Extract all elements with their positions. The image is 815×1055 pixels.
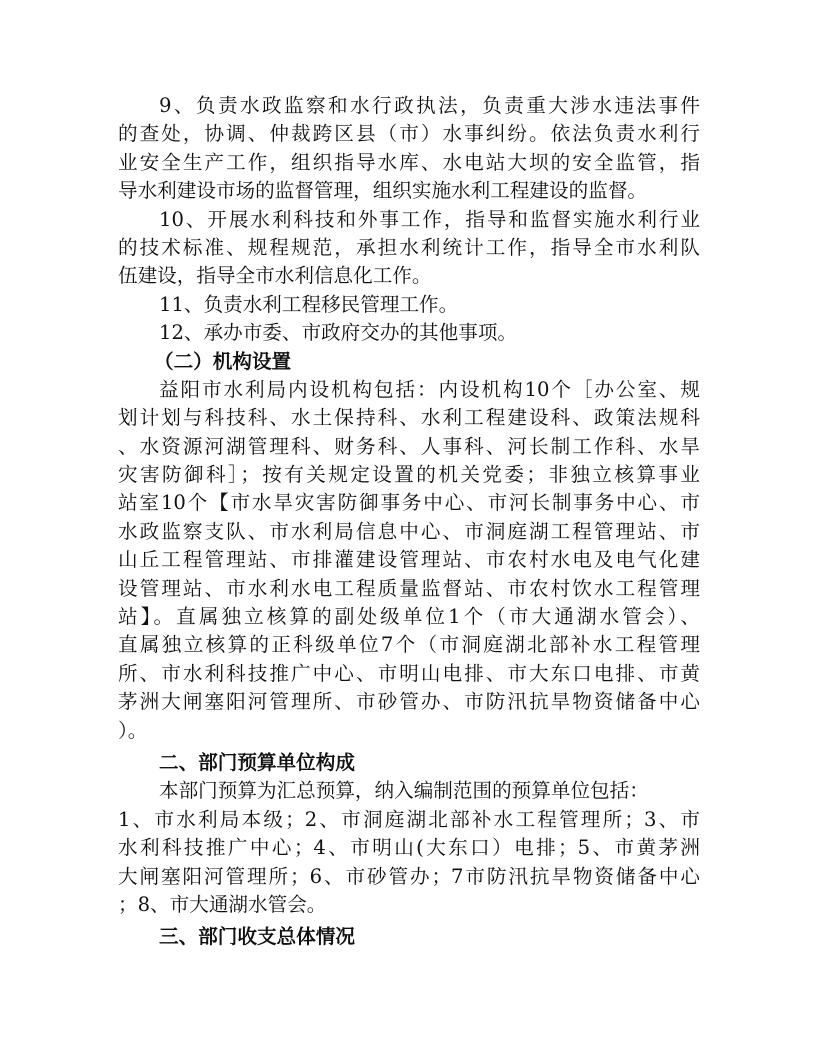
text-line: 山丘工程管理站、市排灌建设管理站、市农村水电及电气化建 [118,548,700,572]
text-line: 的查处，协调、仲裁跨区县（市）水事纠纷。依法负责水利行 [118,122,700,146]
text-line: 10、开展水利科技和外事工作，指导和监督实施水利行业 [159,207,700,231]
text-line: ）。 [118,718,148,742]
section-heading-revenue-expenditure: 三、部门收支总体情况 [159,925,355,949]
paragraph-item-9 [118,92,700,206]
text-line: 灾害防御科］；按有关规定设置的机关党委；非独立核算事业 [118,463,700,487]
text-line: 站室10个【市水旱灾害防御事务中心、市河长制事务中心、市 [118,491,700,515]
text-line: 业安全生产工作，组织指导水库、水电站大坝的安全监管，指 [118,150,700,174]
paragraph-org-setup [118,376,700,745]
paragraph-budget-units [118,777,700,919]
section-heading-budget-units: 二、部门预算单位构成 [159,750,355,774]
text-line: 设管理站、市水利水电工程质量监督站、市农村饮水工程管理 [118,576,700,600]
text-line: 导水利建设市场的监督管理，组织实施水利工程建设的监督。 [118,179,648,203]
text-line: 伍建设，指导全市水利信息化工作。 [118,264,432,288]
text-line: 大闸塞阳河管理所；6、市砂管办；7市防汛抗旱物资储备中心 [118,864,700,888]
section-heading-org-setup: （二）机构设置 [154,349,292,373]
text-line: 茅洲大闸塞阳河管理所、市砂管办、市防汛抗旱物资储备中心 [118,690,700,714]
paragraph-item-10 [118,206,700,291]
text-line: 划计划与科技科、水土保持科、水利工程建设科、政策法规科 [118,406,700,430]
text-line: 益阳市水利局内设机构包括：内设机构10个［办公室、规 [159,377,700,401]
paragraph-item-12 [118,319,700,347]
text-line: 12、承办市委、市政府交办的其他事项。 [159,321,518,345]
text-line: 11、负责水利工程移民管理工作。 [159,292,459,316]
text-line: 1、市水利局本级；2、市洞庭湖北部补水工程管理所；3、市 [118,807,700,831]
text-line: 直属独立核算的正科级单位7个（市洞庭湖北部补水工程管理 [118,633,700,657]
text-line: 水政监察支队、市水利局信息中心、市洞庭湖工程管理站、市 [118,519,700,543]
text-line: ；8、市大通湖水管会。 [118,892,327,916]
text-line: 本部门预算为汇总预算，纳入编制范围的预算单位包括： [159,779,649,803]
text-line: 水利科技推广中心；4、市明山(大东口）电排；5、市黄茅洲 [118,836,700,860]
text-line: 的技术标准、规程规范，承担水利统计工作，指导全市水利队 [118,235,700,259]
text-line: 站】。直属独立核算的副处级单位1个（市大通湖水管会）、 [118,605,700,629]
text-line: 所、市水利科技推广中心、市明山电排、市大东口电排、市黄 [118,661,700,685]
document-page [118,92,700,952]
text-line: 9、负责水政监察和水行政执法，负责重大涉水违法事件 [159,94,700,117]
text-line: 、水资源河湖管理科、财务科、人事科、河长制工作科、水旱 [118,434,700,458]
paragraph-item-11 [118,291,700,319]
